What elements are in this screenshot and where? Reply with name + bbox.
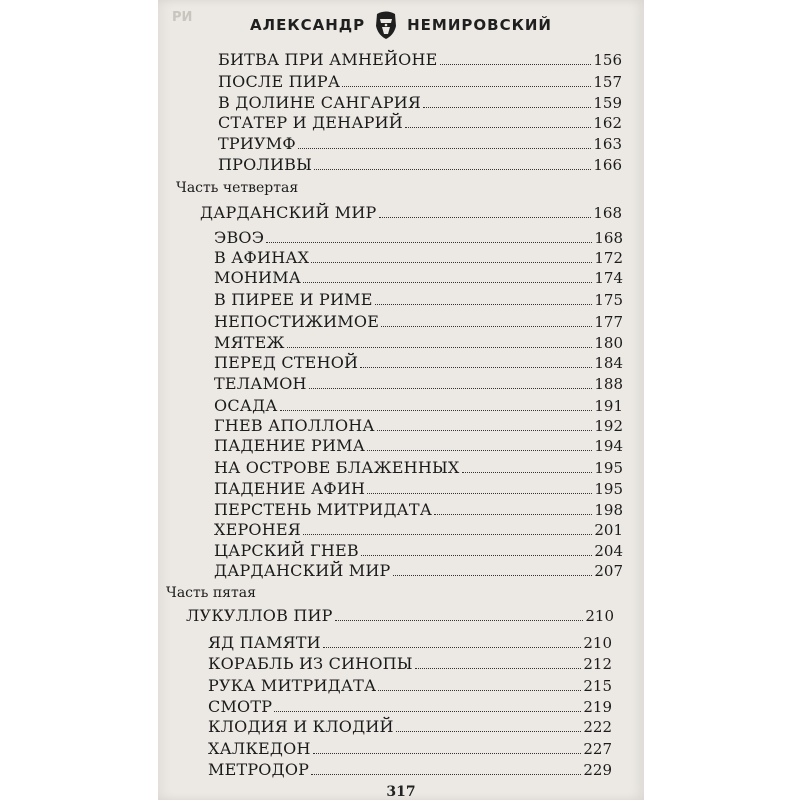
author-first-name: АЛЕКСАНДР — [250, 16, 366, 34]
toc-entry-title: НЕПОСТИЖИМОЕ — [214, 312, 380, 331]
toc-entry — [214, 561, 623, 580]
dot-leader — [396, 731, 582, 732]
dot-leader — [423, 107, 591, 108]
dot-leader — [303, 534, 592, 535]
dot-leader — [381, 326, 592, 327]
dot-leader — [375, 304, 593, 305]
dot-leader — [367, 450, 592, 451]
dot-leader — [377, 430, 593, 431]
dot-leader — [311, 262, 592, 263]
toc-entry-page: 175 — [594, 291, 623, 309]
toc-entry — [214, 228, 623, 247]
toc-entry — [214, 416, 623, 435]
part-label: Часть пятая — [166, 585, 256, 601]
dot-leader — [342, 86, 591, 87]
toc-entry-page: 156 — [593, 51, 622, 69]
author-last-name: НЕМИРОВСКИЙ — [407, 16, 552, 34]
dot-leader — [434, 514, 592, 515]
toc-entry — [208, 760, 612, 779]
toc-entry-page: 207 — [594, 562, 623, 580]
toc-entry-page: 210 — [583, 634, 612, 652]
toc-entry-title: СТАТЕР И ДЕНАРИЙ — [218, 113, 403, 132]
bleed-through-text: РИ — [172, 10, 193, 25]
toc-entry-page: 191 — [594, 397, 623, 415]
toc-entry — [218, 134, 622, 153]
dot-leader — [280, 410, 593, 411]
toc-entry-page: 180 — [594, 334, 623, 352]
toc-entry-title: МОНИМА — [214, 268, 302, 287]
toc-entry — [208, 717, 612, 736]
toc-entry-page: 201 — [594, 521, 623, 539]
toc-entry-page: 219 — [583, 698, 612, 716]
toc-entry — [214, 353, 623, 372]
toc-entry-title: НА ОСТРОВЕ БЛАЖЕННЫХ — [214, 458, 460, 477]
toc-entry-title: В ПИРЕЕ И РИМЕ — [214, 290, 373, 309]
toc-entry-title: ПЕРСТЕНЬ МИТРИДАТА — [214, 500, 433, 519]
toc-entry-page: 204 — [594, 542, 623, 560]
toc-entry — [214, 396, 623, 415]
toc-entry — [218, 50, 622, 69]
dot-leader — [298, 148, 592, 149]
toc-entry — [218, 155, 622, 174]
toc-entry-title: ЯД ПАМЯТИ — [208, 633, 321, 652]
dot-leader — [415, 668, 582, 669]
dot-leader — [311, 774, 581, 775]
dot-leader — [335, 620, 584, 621]
toc-entry-page: 174 — [594, 269, 623, 287]
toc-entry — [214, 268, 623, 287]
toc-entry-page: 172 — [594, 249, 623, 267]
toc-entry-page: 166 — [593, 156, 622, 174]
dot-leader — [360, 367, 592, 368]
toc-entry — [214, 520, 623, 539]
toc-entry — [208, 739, 612, 758]
dot-leader — [378, 690, 581, 691]
toc-entry — [214, 248, 623, 267]
toc-entry-page: 210 — [585, 607, 614, 625]
part-label: Часть четвертая — [176, 180, 299, 196]
toc-entry-title: СМОТР — [208, 697, 273, 716]
toc-entry-title: В ДОЛИНЕ САНГАРИЯ — [218, 93, 422, 112]
page-number: 317 — [386, 784, 416, 800]
dot-leader — [309, 388, 593, 389]
toc-entry-page: 194 — [594, 437, 623, 455]
toc-entry-page: 215 — [583, 677, 612, 695]
toc-entry-title: ЛУКУЛЛОВ ПИР — [186, 606, 333, 625]
toc-entry-title: ОСАДА — [214, 396, 278, 415]
dot-leader — [462, 472, 593, 473]
toc-entry — [208, 633, 612, 652]
toc-entry-page: 162 — [593, 114, 622, 132]
toc-entry-title: ЦАРСКИЙ ГНЕВ — [214, 541, 359, 560]
dot-leader — [361, 555, 593, 556]
toc-entry — [208, 697, 612, 716]
book-page — [158, 0, 644, 800]
toc-entry-page: 168 — [594, 229, 623, 247]
toc-entry-page: 229 — [583, 761, 612, 779]
toc-entry-page: 212 — [583, 655, 612, 673]
toc-entry-page: 222 — [583, 718, 612, 736]
part-heading — [186, 606, 614, 625]
toc-entry-title: БИТВА ПРИ АМНЕЙОНЕ — [218, 50, 438, 69]
toc-entry-page: 184 — [594, 354, 623, 372]
toc-entry — [214, 541, 623, 560]
dot-leader — [440, 64, 592, 65]
toc-entry-title: ХАЛКЕДОН — [208, 739, 311, 758]
dot-leader — [314, 169, 591, 170]
toc-entry-title: МЕТРОДОР — [208, 760, 310, 779]
toc-entry — [214, 290, 623, 309]
toc-entry-page: 195 — [594, 480, 623, 498]
toc-entry — [214, 500, 623, 519]
dot-leader — [393, 575, 593, 576]
toc-entry-title: ЭВОЭ — [214, 228, 265, 247]
toc-entry-page: 168 — [593, 204, 622, 222]
toc-entry-title: ДАРДАНСКИЙ МИР — [214, 561, 391, 580]
toc-entry — [208, 654, 612, 673]
toc-entry-title: ПЕРЕД СТЕНОЙ — [214, 353, 359, 372]
toc-entry-title: ДАРДАНСКИЙ МИР — [200, 203, 377, 222]
toc-entry — [218, 113, 622, 132]
toc-entry-title: В АФИНАХ — [214, 248, 310, 267]
toc-entry — [214, 436, 623, 455]
part-heading — [200, 203, 622, 222]
toc-entry-title: ХЕРОНЕЯ — [214, 520, 301, 539]
toc-entry-title: МЯТЕЖ — [214, 333, 285, 352]
toc-entry-page: 198 — [594, 501, 623, 519]
table-of-contents — [158, 0, 644, 800]
dot-leader — [405, 127, 591, 128]
dot-leader — [274, 711, 581, 712]
dot-leader — [266, 242, 592, 243]
toc-entry-page: 163 — [593, 135, 622, 153]
toc-entry-title: ТЕЛАМОН — [214, 374, 307, 393]
toc-entry — [214, 333, 623, 352]
toc-entry-title: РУКА МИТРИДАТА — [208, 676, 377, 695]
dot-leader — [367, 493, 592, 494]
toc-entry — [218, 72, 622, 91]
dot-leader — [379, 217, 592, 218]
toc-entry-page: 188 — [594, 375, 623, 393]
toc-entry-page: 177 — [594, 313, 623, 331]
toc-entry — [218, 93, 622, 112]
toc-entry-page: 195 — [594, 459, 623, 477]
toc-entry — [214, 312, 623, 331]
dot-leader — [313, 753, 582, 754]
toc-entry-page: 227 — [583, 740, 612, 758]
toc-entry-page: 159 — [593, 94, 622, 112]
dot-leader — [303, 282, 592, 283]
toc-entry-title: ПРОЛИВЫ — [218, 155, 313, 174]
toc-entry-page: 157 — [593, 73, 622, 91]
toc-entry — [214, 374, 623, 393]
toc-entry-page: 192 — [594, 417, 623, 435]
toc-entry-title: ПАДЕНИЕ АФИН — [214, 479, 366, 498]
dot-leader — [287, 347, 593, 348]
toc-entry-title: ТРИУМФ — [218, 134, 296, 153]
toc-entry-title: ПАДЕНИЕ РИМА — [214, 436, 366, 455]
toc-entry — [208, 676, 612, 695]
dot-leader — [323, 647, 582, 648]
toc-entry-title: ГНЕВ АПОЛЛОНА — [214, 416, 375, 435]
toc-entry-title: КОРАБЛЬ ИЗ СИНОПЫ — [208, 654, 413, 673]
toc-entry — [214, 458, 623, 477]
toc-entry — [214, 479, 623, 498]
toc-entry-title: ПОСЛЕ ПИРА — [218, 72, 341, 91]
toc-entry-title: КЛОДИЯ И КЛОДИЙ — [208, 717, 394, 736]
